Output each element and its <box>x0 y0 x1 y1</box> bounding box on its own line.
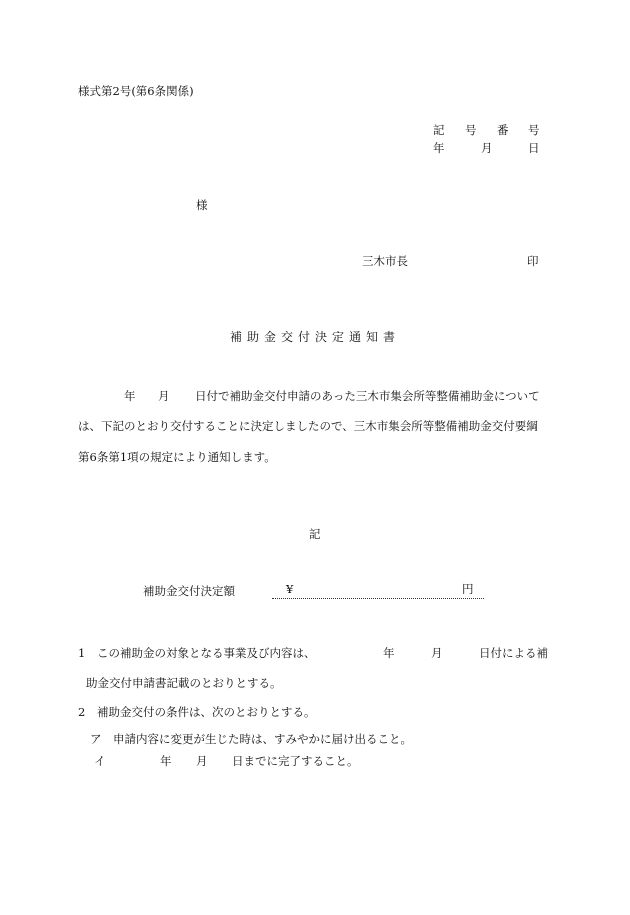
condition-i-rest: 日までに完了すること。 <box>232 754 359 768</box>
condition-i-year: 年 <box>160 754 172 768</box>
form-number: 様式第2号(第6条関係) <box>78 84 194 98</box>
issue-date-year: 年 <box>433 141 445 155</box>
addressee-suffix: 様 <box>196 198 208 212</box>
item-1-text: この補助金の対象となる事業及び内容は、 <box>97 646 316 660</box>
doc-number-ki: 記 <box>433 123 445 137</box>
item-1-line-2: 助金交付申請書記載のとおりとする。 <box>86 676 282 690</box>
item-1-month: 月 <box>431 646 443 660</box>
item-2-text: 補助金交付の条件は、次のとおりとする。 <box>97 705 316 719</box>
condition-i-month: 月 <box>196 754 208 768</box>
condition-i-mark: イ <box>94 754 106 768</box>
doc-number-go-2: 号 <box>528 123 540 137</box>
yen-unit: 円 <box>462 582 474 596</box>
seal-mark: 印 <box>527 254 539 268</box>
body-line-3: 第6条第1項の規定により通知します。 <box>78 450 276 464</box>
issuer-title: 三木市長 <box>362 254 408 268</box>
amount-label: 補助金交付決定額 <box>143 584 235 598</box>
item-2-number: 2 <box>78 705 86 719</box>
body-year: 年 <box>124 389 136 403</box>
body-line-2: は、下記のとおり交付することに決定しましたので、三木市集会所等整備補助金交付要綱 <box>78 419 538 433</box>
issue-date-month: 月 <box>481 141 493 155</box>
yen-symbol: ¥ <box>286 582 294 596</box>
condition-a-text: 申請内容に変更が生じた時は、すみやかに届け出ること。 <box>113 732 412 746</box>
body-month: 月 <box>158 389 170 403</box>
document-title: 補助金交付決定通知書 <box>230 330 401 344</box>
amount-field-line <box>272 584 484 599</box>
item-1-number: 1 <box>78 646 86 660</box>
doc-number-go: 号 <box>465 123 477 137</box>
item-1-year: 年 <box>383 646 395 660</box>
item-1-rest: 日付による補 <box>479 646 548 660</box>
issue-date-day: 日 <box>528 141 540 155</box>
condition-a-mark: ア <box>90 732 102 746</box>
body-line-1-text: 日付で補助金交付申請のあった三木市集会所等整備補助金について <box>195 389 540 403</box>
ki-heading: 記 <box>309 527 321 541</box>
doc-number-ban: 番 <box>497 123 509 137</box>
